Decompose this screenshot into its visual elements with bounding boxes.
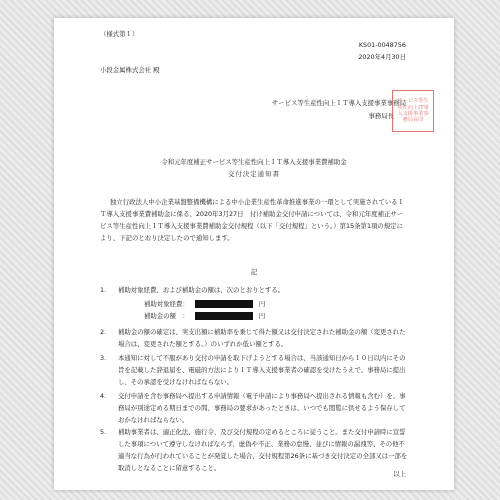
ki-heading: 記 [250, 268, 258, 276]
amount-row-subsidy [144, 312, 265, 320]
amount-label: 補助金の額 ： [144, 312, 189, 320]
item-number: 5. [100, 428, 107, 436]
item-text: 補助事業者は、適正化法、施行令、及び交付規程の定めるところに従うこと。また交付申請時に宣誓した事項について遵守しなければならず、虚偽や不正、業務の怠慢、並びに情報の漏洩等、その他不適当な行為が行われていることが発覚した場合、交付規程第26条に基づき交付決定の全部又は一部を取消しとなることに留意すること。 [118, 428, 408, 472]
closing-mark: 以上 [393, 470, 406, 478]
intro-paragraph: 独立行政法人中小企業基盤整備機構による中小企業生産性革命推進事業の一環として実施されているＩＴ導入支援事業費補助金に係る、2020年3月27日 付け補助金交付申請については、令和元年度補正サービス等生産性向上ＩＴ導入支援事業費補助金交付規程（以下「交付規程」という。）第15条第1項の規定により、下記のとおり決定したので通知します。 [100, 198, 404, 242]
amount-unit: 円 [258, 312, 266, 320]
item-text: 補助金の額の確定は、実支出額に補助率を乗じて得た額又は交付決定された補助金の額（変更された場合は、変更された額とする。）のいずれか低い額とする。 [118, 328, 406, 348]
recipient: 小段金属株式会社 殿 [100, 66, 160, 74]
item-number: 1. [100, 286, 107, 294]
official-seal [392, 90, 434, 132]
issue-date: 2020年4月30日 [358, 53, 406, 61]
reference-number: KS01-0048756 [358, 41, 406, 49]
amount-label: 補助対象経費： [144, 300, 189, 308]
item-text: 本通知に対して不服があり交付の申請を取下げようとする場合は、当該通知日から１０日以内にその旨を記載した辞退届を、電磁的方法によりＩＴ導入支援事業者の確認を受けたうえで、事務局に提出し、その承認を受けなければならない。 [118, 354, 406, 386]
item-text: 交付申請を含む事務局へ提出する申請情報（電子申請により事務局へ提出される情報も含む）を、事務局が別途定める期日までの間、事務局の要求があったときは、いつでも閲覧に供せるよう保存しておかなければならない。 [118, 392, 406, 424]
item-number: 4. [100, 392, 107, 400]
redacted-amount [195, 312, 253, 320]
issuer-office: サービス等生産性向上ＩＴ導入支援事業事務局 [271, 99, 406, 107]
document-page [54, 18, 454, 490]
amount-unit: 円 [258, 300, 266, 308]
redacted-amount [195, 300, 253, 308]
item-text: 補助対象経費、および補助金の額は、次のとおりとする。 [118, 286, 285, 294]
form-number: （様式第１） [100, 30, 139, 38]
item-number: 2. [100, 328, 107, 336]
item-number: 3. [100, 354, 107, 362]
document-subtitle: 交付決定通知書 [228, 170, 280, 178]
issuer-head: 事務局長 [368, 112, 394, 120]
document-title: 令和元年度補正サービス等生産性向上ＩＴ導入支援事業費補助金 [161, 158, 347, 166]
amount-row-eligible [144, 300, 265, 308]
seal-text: サービス等生産性向上IT導入支援事業事務局長印 [397, 98, 429, 124]
